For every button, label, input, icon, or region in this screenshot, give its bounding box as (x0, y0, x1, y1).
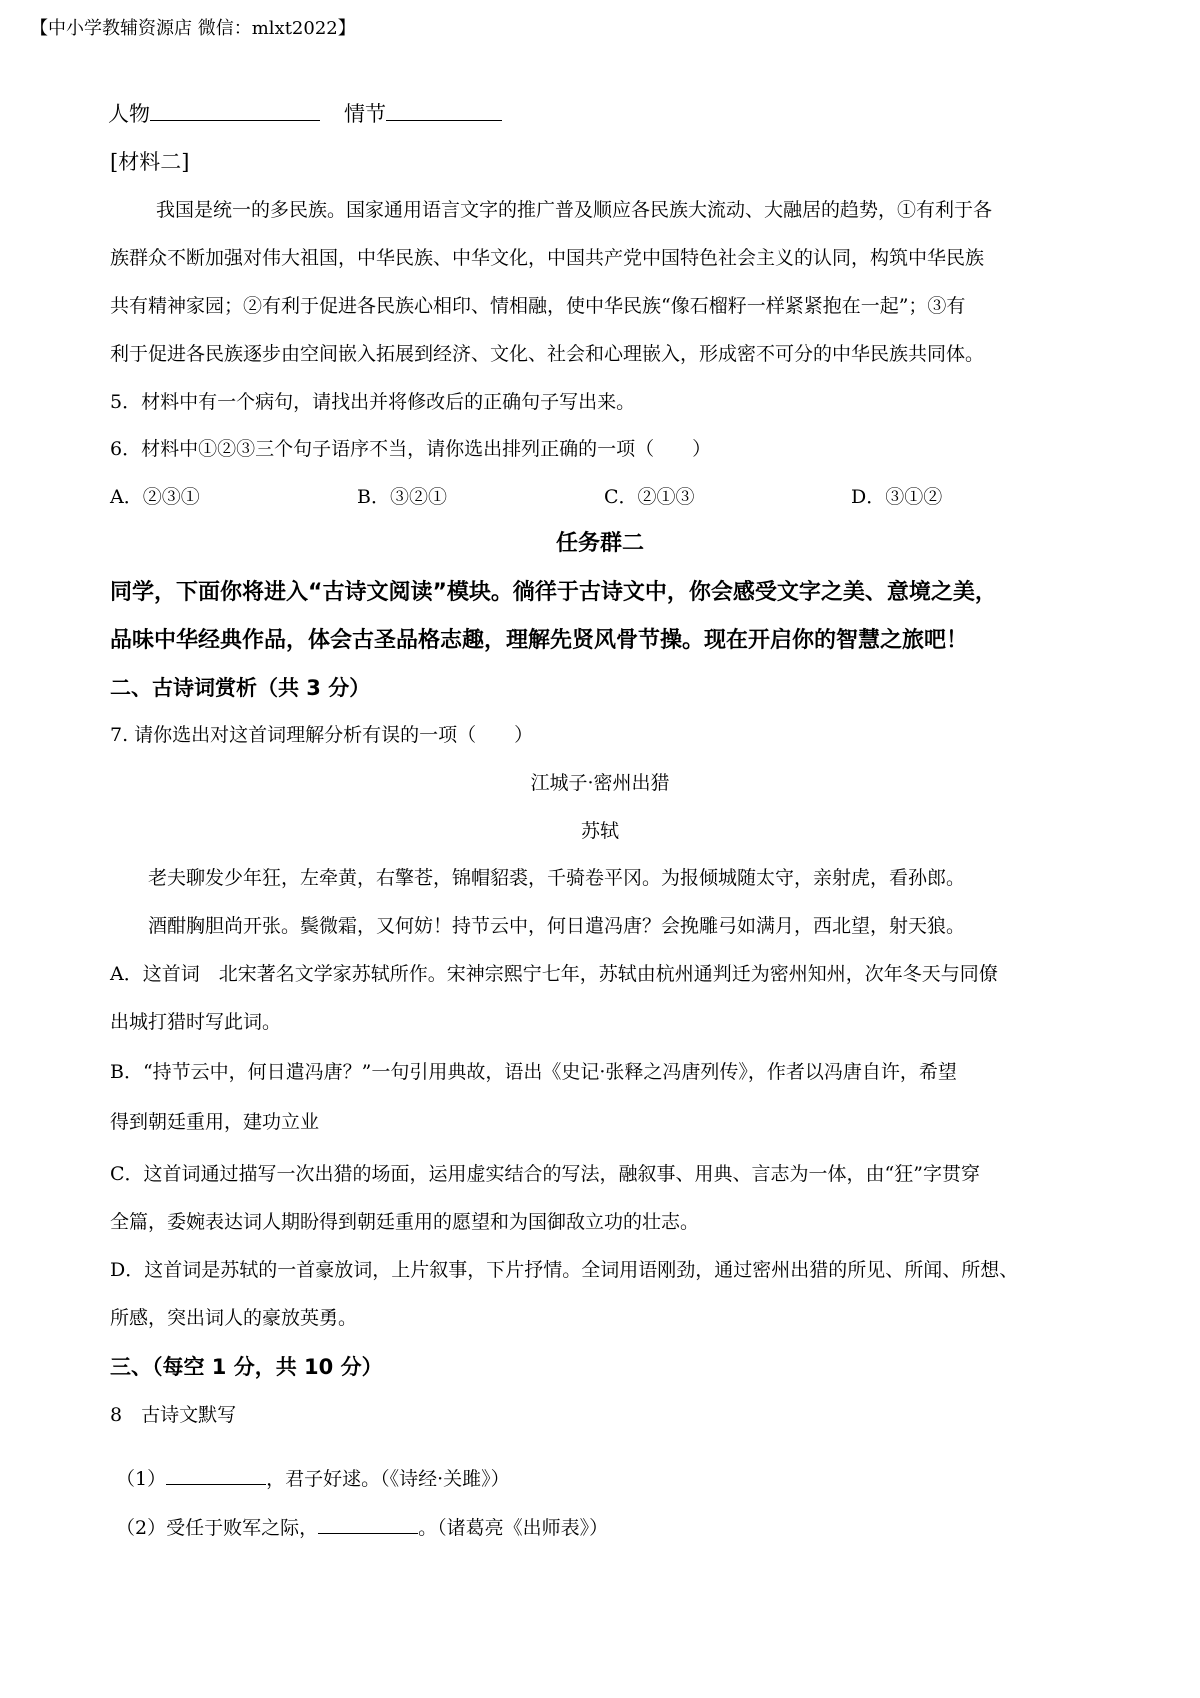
q7-option-d-line-1[interactable]: D．这首词是苏轼的一首豪放词，上片叙事，下片抒情。全词用语刚劲，通过密州出猎的所见、所闻、所想、 (110, 1259, 1019, 1281)
question-7-stem: 7. 请你选出对这首词理解分析有误的一项（ ） (110, 724, 534, 746)
poem-line-1: 老夫聊发少年狂，左牵黄，右擎苍，锦帽貂裘，千骑卷平冈。为报倾城随太守，亲射虎，看孙郎。 (148, 867, 966, 889)
question-8-stem: 8 古诗文默写 (110, 1404, 237, 1426)
poem-author: 苏轼 (580, 820, 619, 842)
plot-label: 情节 (344, 102, 386, 126)
q8-item-1 (116, 1466, 510, 1491)
q7-option-c-line-1[interactable]: C．这首词通过描写一次出猎的场面，运用虚实结合的写法，融叙事、用典、言志为一体，由“狂”字贯穿 (110, 1163, 980, 1185)
plot-blank[interactable] (386, 102, 502, 121)
q7-option-b-line-1[interactable]: B．“持节云中，何日遣冯唐？”一句引用典故，语出《史记·张释之冯唐列传》，作者以冯唐自许，希望 (110, 1061, 957, 1083)
q7-option-a-line-1[interactable]: A．这首词 北宋著名文学家苏轼所作。宋神宗熙宁七年，苏轼由杭州通判迁为密州知州，次年冬天与同僚 (110, 963, 998, 985)
question-6-stem: 6．材料中①②③三个句子语序不当，请你选出排列正确的一项（ ） (110, 438, 712, 460)
question-5: 5．材料中有一个病句，请找出并将修改后的正确句子写出来。 (110, 391, 636, 413)
poem-line-2: 酒酣胸胆尚开张。鬓微霜，又何妨！持节云中，何日遣冯唐？会挽雕弓如满月，西北望，射天狼。 (148, 915, 966, 937)
material2-line-4: 利于促进各民族逐步由空间嵌入拓展到经济、文化、社会和心理嵌入，形成密不可分的中华民族共同体。 (110, 343, 985, 365)
material2-line-2: 族群众不断加强对伟大祖国，中华民族、中华文化，中国共产党中国特色社会主义的认同，构筑中华民族 (110, 247, 985, 269)
header-watermark: 【中小学教辅资源店 微信：mlxt2022】 (30, 18, 356, 39)
q7-option-d-line-2: 所感，突出词人的豪放英勇。 (110, 1307, 358, 1329)
q6-option-c[interactable]: C．②①③ (604, 486, 695, 508)
q8-item-2 (116, 1515, 608, 1540)
q8-item-1-text: ，君子好逑。（《诗经·关雎》） (266, 1468, 510, 1490)
q8-item-2-blank[interactable] (318, 1515, 418, 1534)
material2-heading: [材料二] (110, 150, 190, 174)
q8-item-2-source: 。（诸葛亮《出师表》） (418, 1517, 609, 1539)
q8-item-1-blank[interactable] (166, 1466, 266, 1485)
material2-line-1: 我国是统一的多民族。国家通用语言文字的推广普及顺应各民族大流动、大融居的趋势，①有利于各 (156, 199, 993, 221)
person-blank[interactable] (150, 102, 320, 121)
task2-title: 任务群二 (555, 531, 644, 556)
person-label: 人物 (108, 102, 150, 126)
q6-option-d[interactable]: D．③①② (851, 486, 943, 508)
section-3-heading: 三、（每空 1 分，共 10 分） (110, 1355, 383, 1379)
q7-option-c-line-2: 全篇，委婉表达词人期盼得到朝廷重用的愿望和为国御敌立功的壮志。 (110, 1211, 700, 1233)
fill-line-person-plot (108, 102, 502, 127)
q6-option-b[interactable]: B．③②① (357, 486, 447, 508)
q8-item-2-text: （2）受任于败军之际， (116, 1517, 319, 1539)
material2-line-3: 共有精神家园；②有利于促进各民族心相印、情相融，使中华民族“像石榴籽一样紧紧抱在一起”；③有 (110, 295, 966, 317)
q8-item-1-number: （1） (116, 1468, 167, 1490)
q6-option-a[interactable]: A．②③① (110, 486, 200, 508)
task2-intro-line-1: 同学，下面你将进入“古诗文阅读”模块。徜徉于古诗文中，你会感受文字之美、意境之美， (110, 580, 997, 605)
q7-option-a-line-2: 出城打猎时写此词。 (110, 1011, 282, 1033)
poem-title: 江城子·密州出猎 (530, 772, 670, 794)
task2-intro-line-2: 品味中华经典作品，体会古圣品格志趣，理解先贤风骨节操。现在开启你的智慧之旅吧！ (110, 628, 969, 653)
section-2-heading: 二、古诗词赏析（共 3 分） (110, 676, 371, 700)
q7-option-b-line-2: 得到朝廷重用，建功立业 (110, 1111, 320, 1133)
